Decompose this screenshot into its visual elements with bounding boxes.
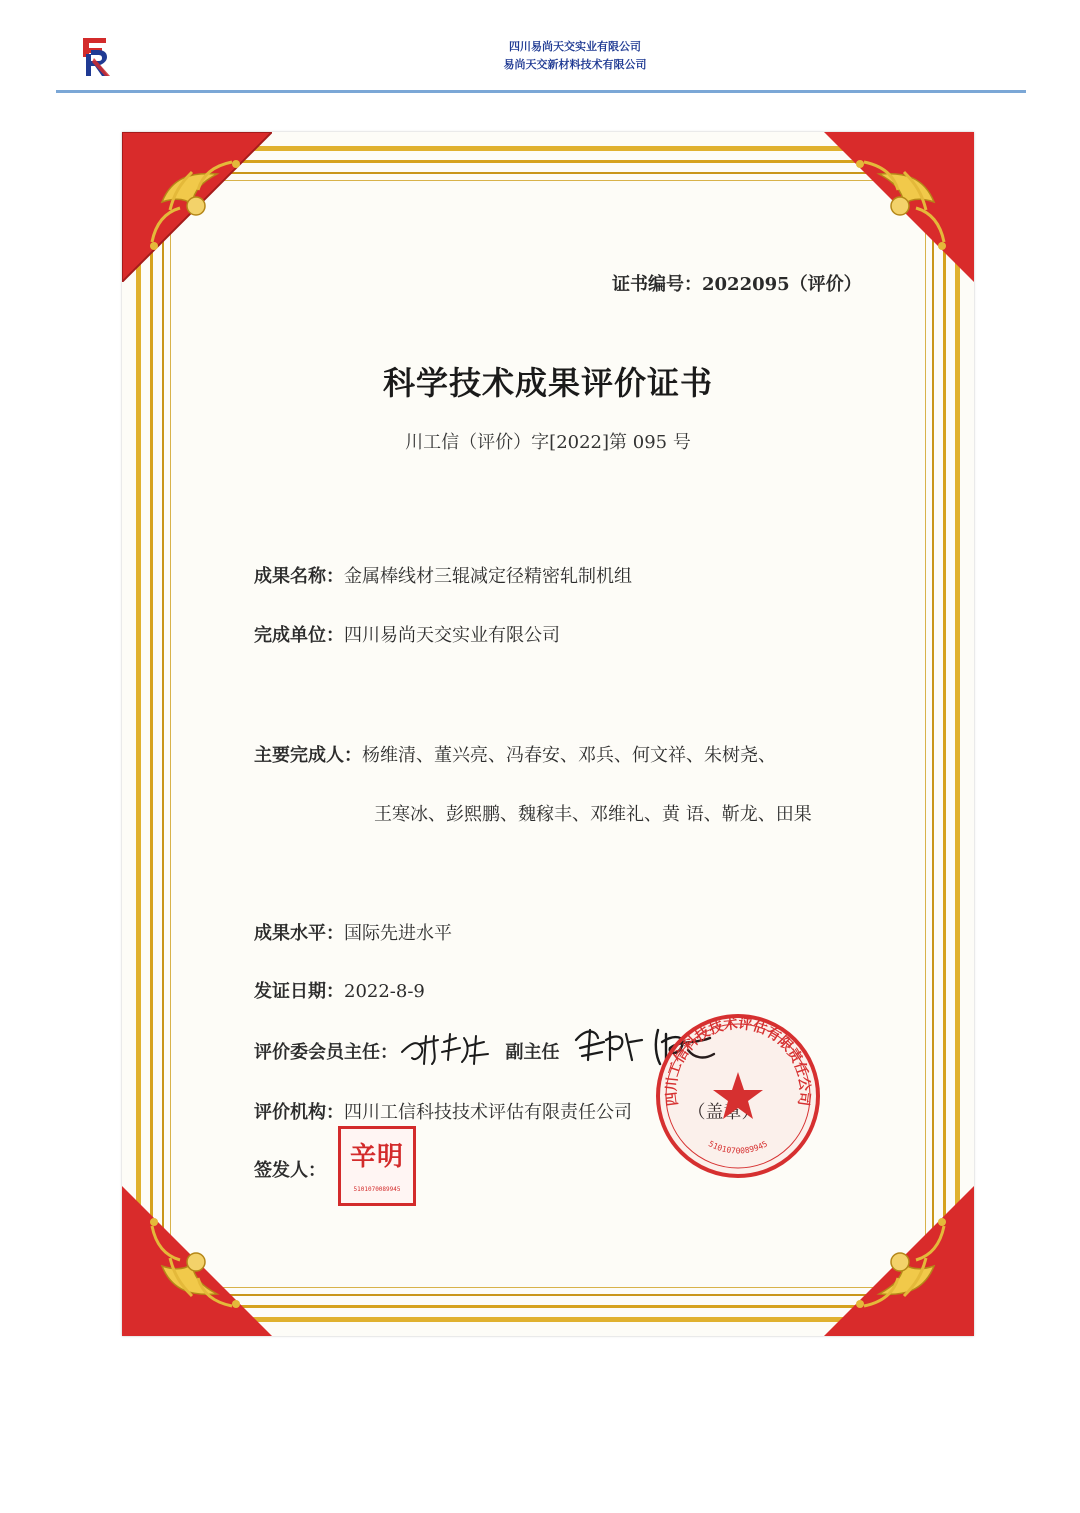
signature-chairman bbox=[398, 1028, 494, 1068]
corner-ornament-icon bbox=[824, 132, 974, 282]
seal-round-text: 四川工信科技技术评估有限责任公司 bbox=[663, 1016, 813, 1107]
corner-ornament-icon bbox=[122, 1186, 272, 1336]
field-label-vice: 副主任 bbox=[505, 1042, 560, 1063]
field-label: 签发人： bbox=[254, 1160, 326, 1181]
certificate-number-label: 证书编号： bbox=[612, 274, 702, 295]
field-value: 金属棒线材三辊减定径精密轧制机组 bbox=[344, 566, 632, 587]
field-label: 完成单位： bbox=[254, 625, 344, 646]
corner-ornament-icon bbox=[122, 132, 272, 282]
header-divider bbox=[56, 90, 1026, 93]
field-people bbox=[254, 741, 776, 767]
corner-ornament-icon bbox=[824, 1186, 974, 1336]
field-unit bbox=[254, 621, 560, 647]
field-label: 评价机构： bbox=[254, 1102, 344, 1123]
field-label: 发证日期： bbox=[254, 981, 344, 1002]
certificate-image bbox=[122, 132, 974, 1336]
field-value: 国际先进水平 bbox=[344, 923, 452, 944]
field-value: 杨维清、董兴亮、冯春安、邓兵、何文祥、朱树尧、 bbox=[362, 745, 776, 766]
field-label: 成果名称： bbox=[254, 566, 344, 587]
certificate-reference: 川工信（评价）字[2022]第 095 号 bbox=[405, 432, 691, 453]
field-label: 成果水平： bbox=[254, 923, 344, 944]
seal-square-name: 辛明 bbox=[349, 1142, 404, 1172]
field-label: 评价委会员主任： bbox=[254, 1042, 398, 1063]
header-company-names bbox=[430, 38, 720, 74]
issuer-square-seal bbox=[338, 1126, 416, 1206]
company-logo-icon bbox=[80, 36, 114, 78]
field-value: 四川易尚天交实业有限公司 bbox=[344, 625, 560, 646]
field-value: 2022-8-9 bbox=[344, 981, 425, 1002]
header-company-line1: 四川易尚天交实业有限公司 bbox=[509, 40, 641, 53]
header-company-line2: 易尚天交新材料技术有限公司 bbox=[503, 58, 647, 71]
seal-round-code: 5101070089945 bbox=[706, 1139, 770, 1156]
field-achievement-name bbox=[254, 562, 632, 588]
field-people-line2: 王寒冰、彭熙鹏、魏稼丰、邓维礼、黄 语、靳龙、田果 bbox=[374, 804, 812, 825]
official-round-seal bbox=[652, 1010, 824, 1182]
field-issuer bbox=[254, 1156, 326, 1182]
field-value: 四川工信科技技术评估有限责任公司 bbox=[344, 1102, 632, 1123]
field-date bbox=[254, 977, 425, 1003]
certificate-number bbox=[612, 270, 862, 296]
field-label: 主要完成人： bbox=[254, 745, 362, 766]
seal-square-code: 5101070089945 bbox=[353, 1186, 401, 1193]
certificate-title: 科学技术成果评价证书 bbox=[382, 364, 713, 402]
certificate-number-value: 2022095（评价） bbox=[702, 274, 862, 295]
field-level bbox=[254, 919, 452, 945]
